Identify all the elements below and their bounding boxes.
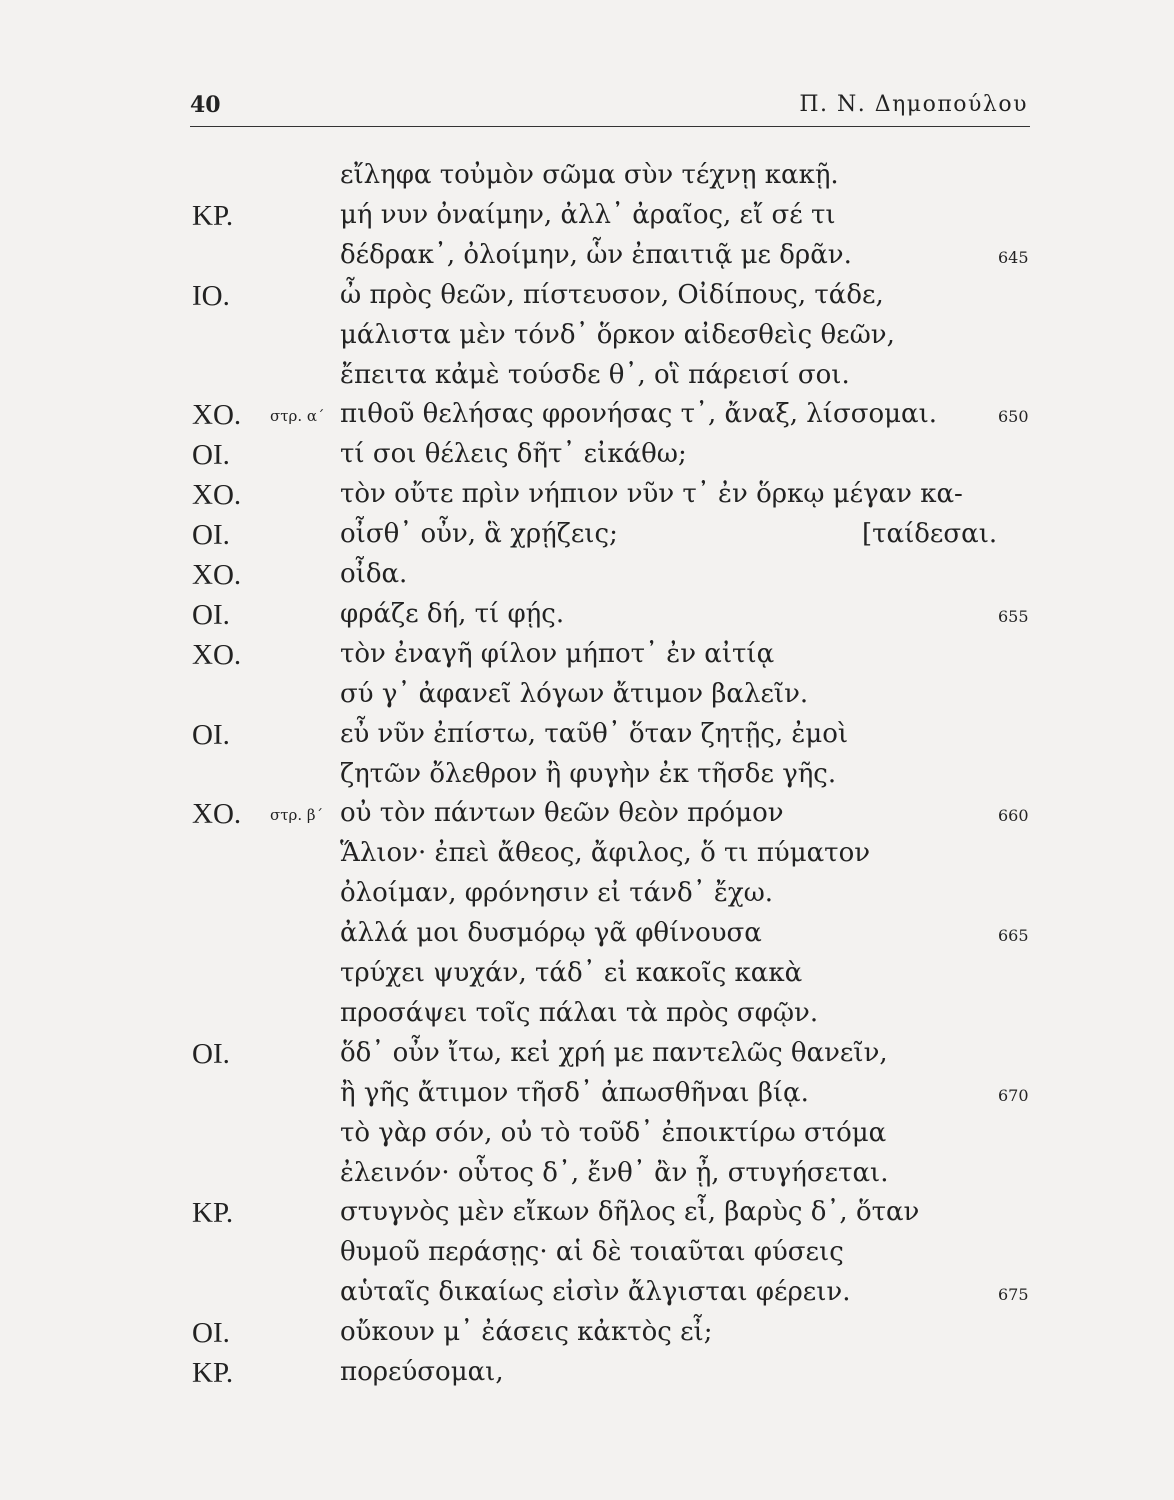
line-number: 670 bbox=[998, 1085, 1029, 1105]
speaker-label: ΧΟ. bbox=[192, 798, 242, 831]
verse-line bbox=[0, 1237, 1174, 1277]
line-number: 660 bbox=[998, 806, 1029, 826]
verse-text: τὸν ἐναγῆ φίλον μήποτ᾽ ἐν αἰτίᾳ bbox=[340, 638, 775, 669]
verse-line bbox=[0, 360, 1174, 400]
line-number: 650 bbox=[998, 407, 1029, 427]
verse-line bbox=[0, 1038, 1174, 1078]
verse-text: αὑταῖς δικαίως εἰσὶν ἄλγισται φέρειν. bbox=[340, 1277, 851, 1308]
verse-text: δέδρακ᾽, ὀλοίμην, ὧν ἐπαιτιᾷ με δρᾶν. bbox=[340, 239, 852, 270]
verse-line bbox=[0, 559, 1174, 599]
running-title: Π. Ν. Δημοπούλου bbox=[799, 92, 1028, 117]
verse-line bbox=[0, 759, 1174, 799]
verse-line bbox=[0, 1277, 1174, 1317]
verse-line bbox=[0, 160, 1174, 200]
verse-text: τί σοι θέλεις δῆτ᾽ εἰκάθω; bbox=[340, 439, 687, 470]
verse-continuation: [ταίδεσαι. bbox=[862, 519, 998, 550]
verse-line bbox=[0, 679, 1174, 719]
verse-line bbox=[0, 320, 1174, 360]
page-header bbox=[190, 92, 1030, 127]
speaker-label: ΧΟ. bbox=[192, 559, 242, 591]
verse-text: προσάψει τοῖς πάλαι τὰ πρὸς σφῷν. bbox=[340, 997, 819, 1028]
verse-line bbox=[0, 1078, 1174, 1118]
verse-text: ὀλοίμαν, φρόνησιν εἰ τάνδ᾽ ἔχω. bbox=[340, 878, 774, 909]
verse-line bbox=[0, 599, 1174, 639]
verse-line bbox=[0, 838, 1174, 878]
verse-line bbox=[0, 280, 1174, 320]
speaker-label: ΧΟ. bbox=[192, 399, 242, 432]
speaker-label: ΚΡ. bbox=[192, 199, 234, 232]
line-number: 675 bbox=[998, 1285, 1029, 1305]
verse-line bbox=[0, 200, 1174, 240]
speaker-label: ΚΡ. bbox=[192, 1357, 234, 1389]
verse-line bbox=[0, 399, 1174, 439]
speaker-label: ΟΙ. bbox=[192, 598, 230, 631]
strophe-marker: στρ. β΄ bbox=[270, 806, 324, 825]
verse-line bbox=[0, 639, 1174, 679]
verse-text: οἶδα. bbox=[340, 559, 408, 589]
speaker-label: ΙΟ. bbox=[192, 279, 230, 312]
verse-text: πιθοῦ θελήσας φρονήσας τ᾽, ἄναξ, λίσσομαι. bbox=[340, 399, 938, 430]
speaker-label: ΟΙ. bbox=[192, 519, 230, 552]
verse-text: ἔπειτα κἀμὲ τούσδε θ᾽, οἳ πάρεισί σοι. bbox=[340, 359, 850, 390]
verse-line bbox=[0, 878, 1174, 918]
verse-line bbox=[0, 1357, 1174, 1397]
speaker-label: ΟΙ. bbox=[192, 718, 230, 751]
speaker-label: ΟΙ. bbox=[192, 1037, 230, 1070]
verse-text: ἐλεινόν· οὗτος δ᾽, ἔνθ᾽ ἂν ᾖ, στυγήσεται. bbox=[340, 1157, 889, 1188]
verse-text: τὸν οὔτε πρὶν νήπιον νῦν τ᾽ ἐν ὅρκῳ μέγαν κα- bbox=[340, 479, 963, 510]
speaker-label: ΟΙ. bbox=[192, 439, 230, 472]
verse-line bbox=[0, 1158, 1174, 1198]
verse-text: ζητῶν ὄλεθρον ἢ φυγὴν ἐκ τῆσδε γῆς. bbox=[340, 758, 837, 789]
verse-text: πορεύσομαι, bbox=[340, 1357, 504, 1387]
line-number: 655 bbox=[998, 606, 1029, 626]
speaker-label: ΧΟ. bbox=[192, 479, 242, 512]
speaker-label: ΧΟ. bbox=[192, 638, 242, 671]
verse-line bbox=[0, 479, 1174, 519]
speaker-label: ΚΡ. bbox=[192, 1197, 234, 1230]
verse-text: τρύχει ψυχάν, τάδ᾽ εἰ κακοῖς κακὰ bbox=[340, 958, 803, 988]
verse-line bbox=[0, 798, 1174, 838]
line-number: 645 bbox=[998, 247, 1029, 267]
verse-line bbox=[0, 439, 1174, 479]
verse-line bbox=[0, 1118, 1174, 1158]
speaker-label: ΟΙ. bbox=[192, 1317, 230, 1350]
verse-text: ὦ πρὸς θεῶν, πίστευσον, Οἰδίπους, τάδε, bbox=[340, 279, 884, 310]
verse-text: θυμοῦ περάσῃς· αἱ δὲ τοιαῦται φύσεις bbox=[340, 1237, 844, 1268]
verse-line bbox=[0, 998, 1174, 1038]
line-number: 665 bbox=[998, 926, 1029, 946]
verse-text: Ἅλιον· ἐπεὶ ἄθεος, ἄφιλος, ὅ τι πύματον bbox=[340, 838, 871, 869]
verse-text: στυγνὸς μὲν εἴκων δῆλος εἶ, βαρὺς δ᾽, ὅταν bbox=[340, 1197, 920, 1228]
verse-line bbox=[0, 240, 1174, 280]
verse-line bbox=[0, 519, 1174, 559]
verse-text: εἴληφα τοὐμὸν σῶμα σὺν τέχνῃ κακῇ. bbox=[340, 160, 839, 190]
verse-text: οὔκουν μ᾽ ἐάσεις κἀκτὸς εἶ; bbox=[340, 1317, 713, 1348]
verse-text: εὖ νῦν ἐπίστω, ταῦθ᾽ ὅταν ζητῇς, ἐμοὶ bbox=[340, 718, 849, 749]
verse-line bbox=[0, 918, 1174, 958]
verse-text: ἀλλά μοι δυσμόρῳ γᾶ φθίνουσα bbox=[340, 918, 762, 949]
verse-text: ὅδ᾽ οὖν ἴτω, κεἰ χρή με παντελῶς θανεῖν, bbox=[340, 1037, 888, 1068]
verse-text: μάλιστα μὲν τόνδ᾽ ὅρκον αἰδεσθεὶς θεῶν, bbox=[340, 319, 895, 350]
verse-text: οὐ τὸν πάντων θεῶν θεὸν πρόμον bbox=[340, 798, 784, 829]
verse-line bbox=[0, 1197, 1174, 1237]
strophe-marker: στρ. α΄ bbox=[270, 407, 325, 426]
verse-text: τὸ γὰρ σόν, οὐ τὸ τοῦδ᾽ ἐποικτίρω στόμα bbox=[340, 1117, 887, 1148]
verse-line bbox=[0, 958, 1174, 998]
verse-text: φράζε δή, τί φῄς. bbox=[340, 598, 565, 629]
verse-text: οἶσθ᾽ οὖν, ἃ χρῄζεις; bbox=[340, 519, 618, 550]
verse-text: μή νυν ὀναίμην, ἀλλ᾽ ἀραῖος, εἴ σέ τι bbox=[340, 199, 836, 230]
verse-line bbox=[0, 1317, 1174, 1357]
verse-line bbox=[0, 719, 1174, 759]
verse-text: ἢ γῆς ἄτιμον τῆσδ᾽ ἀπωσθῆναι βίᾳ. bbox=[340, 1077, 809, 1108]
verse-text: σύ γ᾽ ἀφανεῖ λόγων ἄτιμον βαλεῖν. bbox=[340, 678, 809, 709]
page-number: 40 bbox=[190, 92, 221, 118]
